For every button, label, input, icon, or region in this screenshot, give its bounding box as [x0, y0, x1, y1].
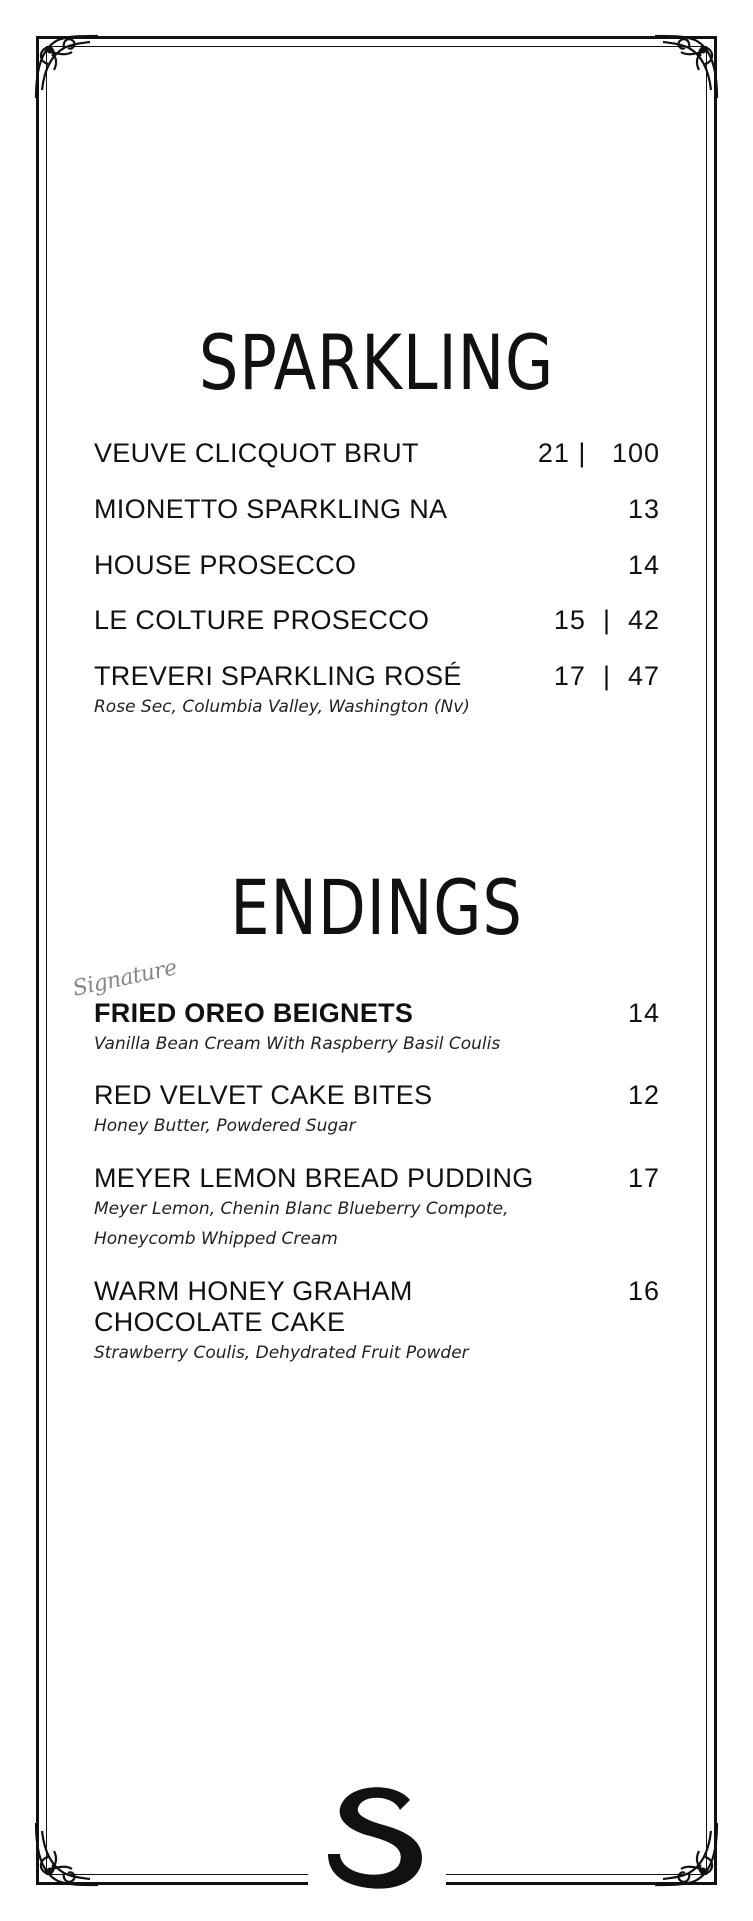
- item-price: 16: [627, 1276, 660, 1306]
- item-price: 14: [627, 550, 660, 580]
- item-price: 21 | 100: [537, 438, 660, 468]
- item-description: Meyer Lemon, Chenin Blanc Blueberry Compote,: [94, 1199, 509, 1219]
- item-name: FRIED OREO BEIGNETS: [94, 998, 414, 1028]
- item-name: RED VELVET CAKE BITES: [94, 1080, 433, 1110]
- item-description: Honeycomb Whipped Cream: [94, 1229, 338, 1249]
- section-title-endings: ENDINGS: [230, 863, 523, 952]
- corner-flourish-icon: [647, 1815, 725, 1893]
- item-price: 14: [627, 998, 660, 1028]
- item-description: Rose Sec, Columbia Valley, Washington (Nv): [94, 697, 470, 717]
- menu-item: [94, 605, 660, 636]
- item-description: Vanilla Bean Cream With Raspberry Basil Coulis: [94, 1034, 501, 1054]
- item-price: 15 | 42: [553, 605, 660, 635]
- swan-s-logo-icon: [318, 1778, 436, 1890]
- item-name: CHOCOLATE CAKE: [94, 1307, 346, 1337]
- menu-item: [94, 1276, 660, 1368]
- item-name: MIONETTO SPARKLING NA: [94, 494, 448, 524]
- item-name: HOUSE PROSECCO: [94, 550, 357, 580]
- corner-flourish-icon: [28, 28, 106, 106]
- menu-item: [94, 998, 660, 1059]
- item-price: 17 | 47: [553, 661, 660, 691]
- item-name: MEYER LEMON BREAD PUDDING: [94, 1163, 534, 1193]
- item-name: VEUVE CLICQUOT BRUT: [94, 438, 419, 468]
- menu-item: [94, 494, 660, 525]
- menu-item: [94, 438, 660, 469]
- menu-item: [94, 1163, 660, 1254]
- item-name: WARM HONEY GRAHAM: [94, 1276, 413, 1306]
- menu-item: [94, 550, 660, 581]
- item-description: Honey Butter, Powdered Sugar: [94, 1116, 356, 1136]
- item-name: LE COLTURE PROSECCO: [94, 605, 430, 635]
- corner-flourish-icon: [28, 1815, 106, 1893]
- menu-item: [94, 661, 660, 722]
- item-price: 12: [627, 1080, 660, 1110]
- menu-item: [94, 1080, 660, 1141]
- signature-label: Signature: [70, 955, 179, 1002]
- item-description: Strawberry Coulis, Dehydrated Fruit Powder: [94, 1343, 469, 1363]
- item-price: 17: [627, 1163, 660, 1193]
- item-price: 13: [627, 494, 660, 524]
- item-name: TREVERI SPARKLING ROSÉ: [94, 661, 462, 691]
- corner-flourish-icon: [647, 28, 725, 106]
- section-title-sparkling: SPARKLING: [198, 318, 555, 407]
